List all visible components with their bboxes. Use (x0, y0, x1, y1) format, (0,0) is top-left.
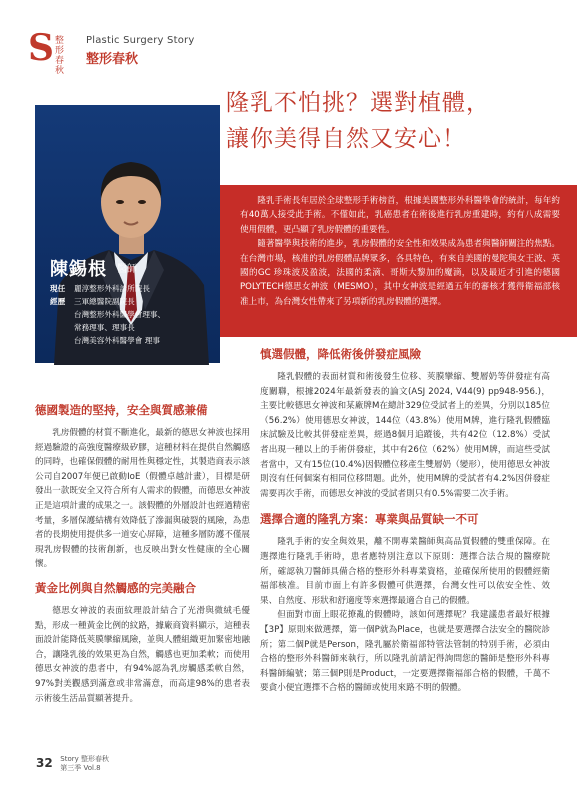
credential-row (50, 308, 220, 321)
credential-row (50, 295, 220, 308)
section-heading: 德國製造的堅持，安全與質感兼備 (35, 403, 208, 417)
credential-row (50, 282, 220, 295)
magazine-name: Story 整形春秋 (60, 755, 109, 763)
page-footer (36, 755, 109, 773)
credential-value: 常務理事、理事長 (74, 323, 135, 332)
section-paragraph: 乳房假體的材質不斷進化，最新的德思女神波也採用經過驗證的高強度醫療級矽膠，這種材料在提供自然觸感的同時，也確保假體的耐用性與穩定性，其製造商表示該公司自2007年便已啟動IoE（假體卓越計畫），目標是研發出一款既安全又符合所有人需求的假體，而德思女神波正是這項計畫的成果之一。該假體的外層設計也經過精密考量，多層保護結構有效降低了滲漏與破裂的風險，為患者的長期使用提供多一道安心屏障，這種多層防護不僅展現乳房假體的技術創新，也反映出對女性健康的全心關懷。 (35, 428, 250, 570)
credential-label (50, 308, 74, 321)
doctor-credentials (50, 282, 220, 347)
brand-logo-letter: S (28, 27, 54, 69)
section-paragraph: 但面對市面上眼花撩亂的假體時，該如何選擇呢？我建議患者最好根據【3P】原則來做選擇，第一個P就為Place，也就是要選擇合法安全的醫院診所；第二個P就是Person，隆乳屬於衛福部特管法管制的特別手術，必須由合格的整形外科醫師來執行，所以隆乳前請記得詢問您的醫師是整形外科專科醫師編號；第三個P則是Product，一定要選擇衛福部合格的假體，千萬不要貪小便宜選擇不合格的醫師或使用來路不明的假體。 (260, 610, 550, 694)
section-heading: 選擇合適的隆乳方案：專業與品質缺一不可 (260, 512, 479, 527)
right-column (260, 346, 550, 696)
intro-paragraph: 隨著醫學與技術的進步，乳房假體的安全性和效果成為患者與醫師關注的焦點。在台灣市場，核准的乳房假體品牌眾多，各具特色，有來自美國的曼陀與女王波、英國的GC 珍珠波及盈波，法國的柔滴、哥斯大黎加的魔滴，以及最近才引進的德國POLYTECH德思女神波（MESMO），其中女神波是經過五年的審核才獲得衛福部核准上市，為台灣女性帶來了另項新的乳房假體的選擇。 (240, 239, 560, 307)
intro-paragraph: 隆乳手術長年居於全球整形手術榜首，根據美國整形外科醫學會的統計，每年約有40萬人接受此手術。不僅如此，乳癌患者在術後進行乳房重建時，約有八成需要使用假體，更凸顯了乳房假體的重要性。 (240, 196, 560, 235)
credential-row (50, 334, 220, 347)
left-column (35, 402, 250, 706)
section-paragraph: 隆乳假體的表面材質和術後發生位移、莢膜攣縮、雙層奶等併發症有高度關聯，根據2024年最新發表的論文(ASJ 2024, V44(9) pp948-956.)，主要比較德思女神波和某廠牌M在總計329位受試者上的差異，分別以185位（56.2%）使用德思女神波，144位（43.8%）使用M牌，進行隆乳假體臨床試驗及比較其併發症差異，經過8個月追蹤後，共有42位（12.8%）受試者出現一種以上的手術併發症，其中有26位（62%）使用M牌，而這些受試者當中，又有15位(10.4%)因假體位移產生雙層奶（變形），使用德思女神波則沒有任何個案有相同位移問題。此外，使用M牌的受試者有4.2%因併發症需要再次手術，而德思女神波的受試者則只有0.5%需要二次手術。 (260, 372, 550, 499)
magazine-info (60, 755, 109, 773)
brand-english: Plastic Surgery Story (86, 35, 195, 46)
doctor-title: 醫師 (117, 264, 137, 275)
credential-label (50, 334, 74, 347)
credential-value: 台灣美容外科醫學會 理事 (74, 336, 160, 345)
doctor-name: 陳錫根 (50, 259, 107, 280)
brand-chinese: 整形春秋 (86, 52, 139, 67)
section-paragraph: 隆乳手術的安全與效果，離不開專業醫師與高品質假體的雙重保障。在選擇進行隆乳手術時，患者應特別注意以下原則：選擇合法合規的醫療院所，確認執刀醫師具備合格的整形外科專業資格，並確保所使用的假體經衛福部核准。目前市面上有許多假體可供選擇，台灣女性可以依安全性、效果、自然度、形狀和舒適度等來選擇最適合自己的假體。 (260, 537, 550, 606)
credential-value: 三軍總醫院副院長 (74, 297, 135, 306)
section-paragraph: 德思女神波的表面紋理設計結合了光滑與微絨毛優點，形成一種黃金比例的紋路，據廠商資料顯示，這種表面設計能降低莢膜攣縮風險，並與人體組織更加緊密地融合，讓隆乳後的效果更為自然，觸感也更加柔軟；而使用德思女神波的患者中，有94%認為乳房觸感柔軟自然，97%對美觀感到滿意或非常滿意，而高達98%的患者表示術後生活品質顯著提升。 (35, 605, 250, 704)
credential-label: 現任 (50, 284, 66, 293)
magazine-issue: 第三季 Vol.8 (60, 764, 101, 772)
section-heading: 慎選假體，降低術後併發症風險 (260, 347, 421, 361)
article-headline (226, 85, 556, 157)
headline-line-2: 讓你美得自然又安心！ (226, 126, 466, 152)
credential-label: 經歷 (50, 297, 66, 306)
page-number: 32 (36, 755, 53, 770)
brand-logo-cn: 整形春秋 (55, 36, 65, 76)
section-heading: 黃金比例與自然觸感的完美融合 (35, 580, 196, 595)
intro-text (240, 194, 560, 309)
credential-row (50, 321, 220, 334)
credential-value: 麗淳整形外科診所院長 (74, 284, 150, 293)
credential-label (50, 321, 74, 334)
headline-line-1: 隆乳不怕挑？選對植體， (226, 90, 490, 116)
credential-value: 台灣整形外科醫學會理事、 (74, 310, 166, 319)
